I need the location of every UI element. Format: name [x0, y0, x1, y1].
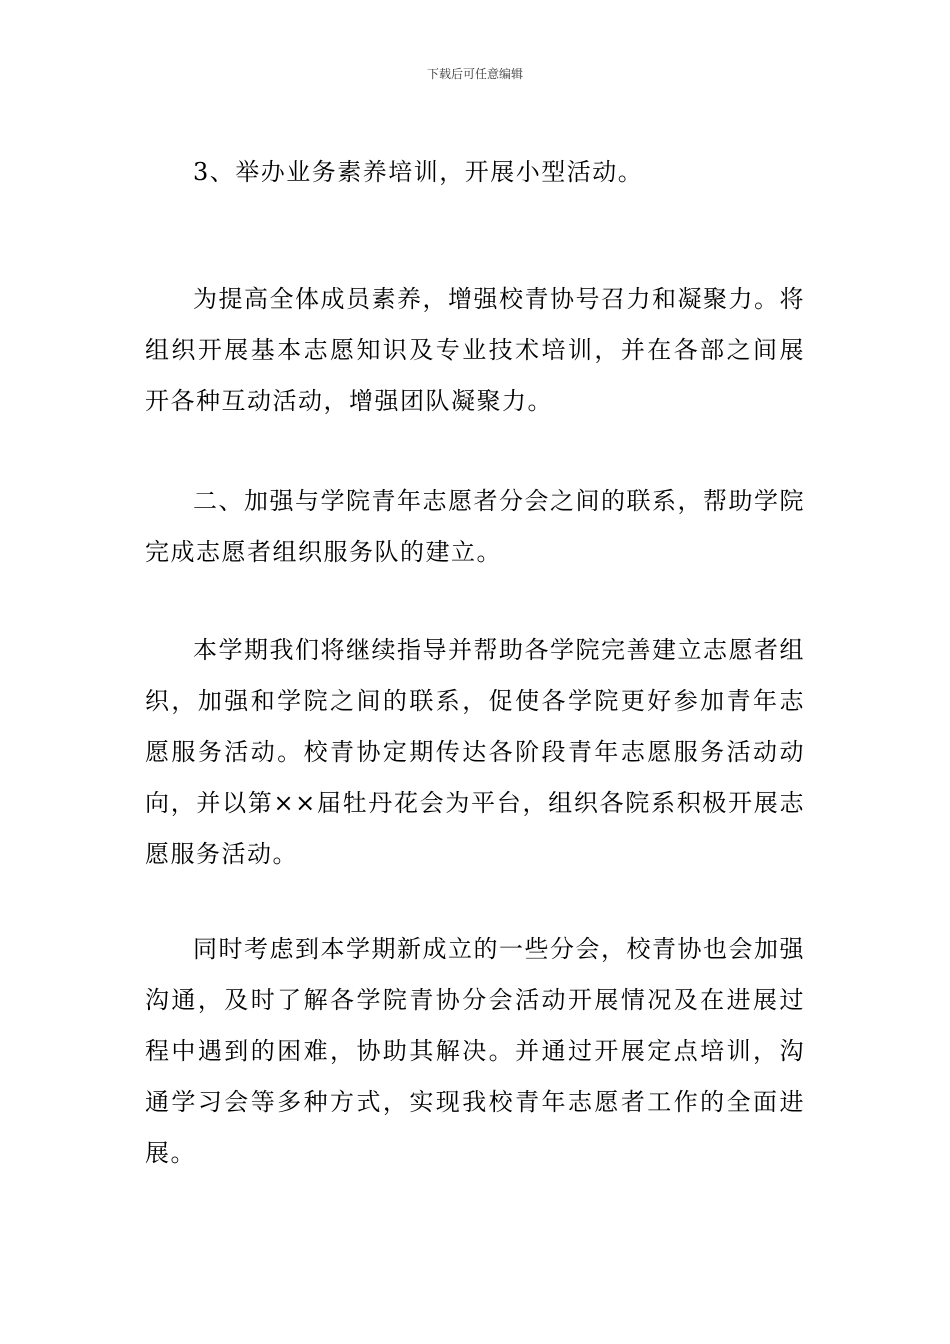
paragraph-guidance-body: 本学期我们将继续指导并帮助各学院完善建立志愿者组织，加强和学院之间的联系，促使各学院更好参加青年志愿服务活动。校青协定期传达各阶段青年志愿服务活动动向，并以第××届牡丹花会为平台，组织各院系积极开展志愿服务活动。: [145, 636, 805, 868]
page-header: 下载后可任意编辑: [426, 67, 523, 81]
paragraph-training-heading: 3、举办业务素养培训，开展小型活动。: [193, 158, 644, 186]
paragraph-section-two-heading: 二、加强与学院青年志愿者分会之间的联系，帮助学院完成志愿者组织服务队的建立。: [145, 487, 805, 566]
paragraph-communication-body: 同时考虑到本学期新成立的一些分会，校青协也会加强沟通，及时了解各学院青协分会活动开展情况及在进展过程中遇到的困难，协助其解决。并通过开展定点培训，沟通学习会等多种方式，实现我校青年志愿者工作的全面进展。: [145, 935, 805, 1167]
paragraph-training-body: 为提高全体成员素养，增强校青协号召力和凝聚力。将组织开展基本志愿知识及专业技术培训，并在各部之间展开各种互动活动，增强团队凝聚力。: [145, 285, 805, 415]
